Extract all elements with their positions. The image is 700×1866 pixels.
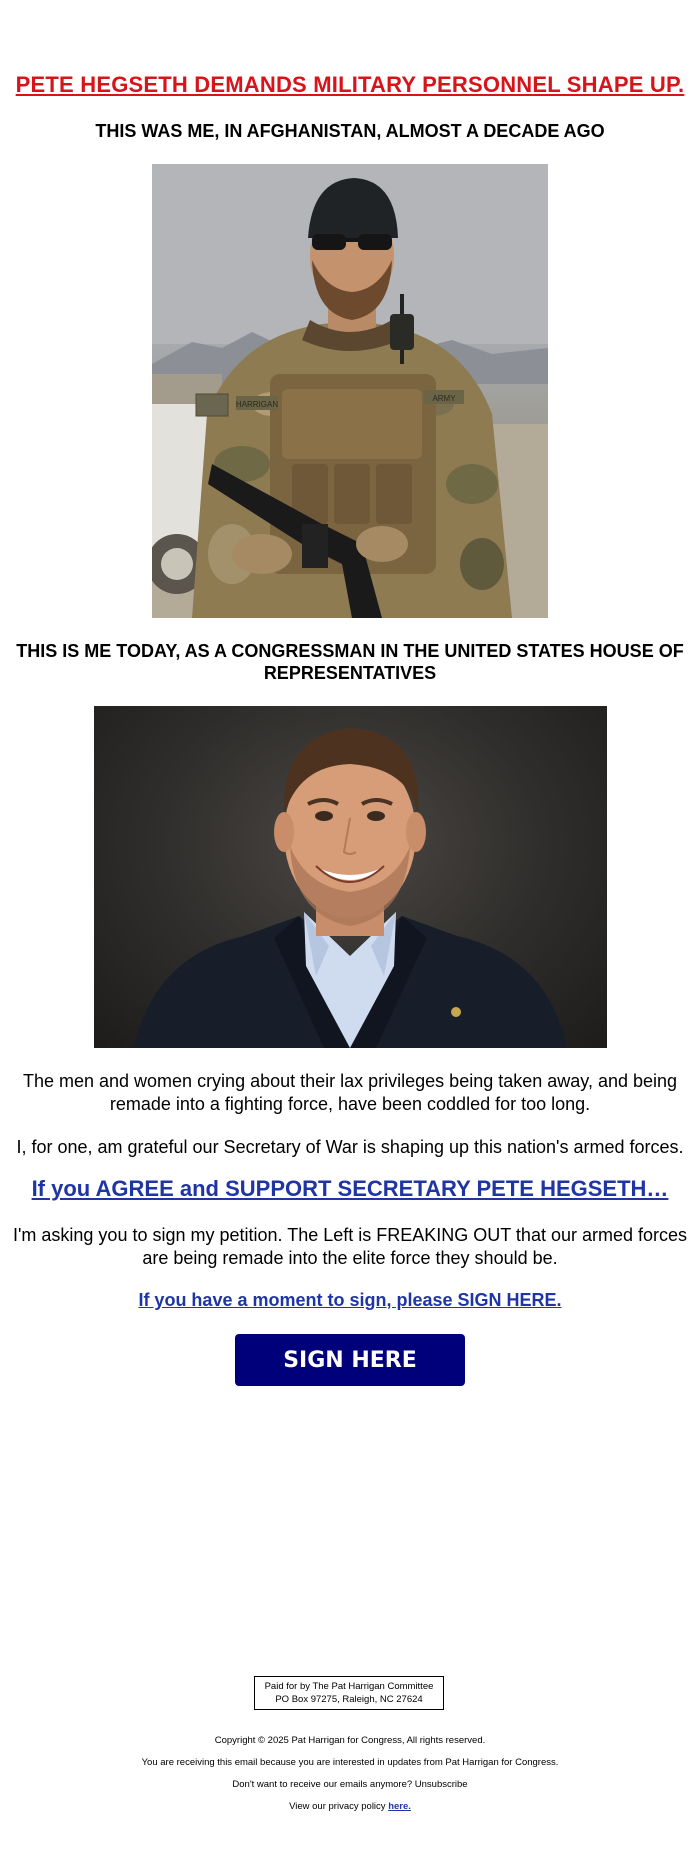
afghanistan-caption: THIS WAS ME, IN AFGHANISTAN, ALMOST A DECADE AGO [95, 121, 605, 141]
sign-here-button[interactable]: SIGN HERE [235, 1334, 465, 1386]
privacy-policy-link[interactable]: here. [388, 1801, 411, 1812]
paid-for-line-1: Paid for by The Pat Harrigan Committee [264, 1681, 434, 1692]
army-tape-text: ARMY [432, 394, 456, 403]
body-paragraph-2: I, for one, am grateful our Secretary of War is shaping up this nation's armed forces. [16, 1137, 684, 1157]
headline-link[interactable]: PETE HEGSETH DEMANDS MILITARY PERSONNEL SHAPE UP. [15, 72, 685, 97]
privacy-policy-text: View our privacy policy [289, 1801, 389, 1812]
congressman-caption: THIS IS ME TODAY, AS A CONGRESSMAN IN THE UNITED STATES HOUSE OF REPRESENTATIVES [16, 641, 684, 683]
body-paragraph-1: The men and women crying about their lax privileges being taken away, and being remade into a fighting force, have been coddled for too long. [22, 1071, 678, 1114]
paid-for-line-2: PO Box 97275, Raleigh, NC 27624 [275, 1694, 423, 1705]
body-paragraph-3: I'm asking you to sign my petition. The Left is FREAKING OUT that our armed forces are being remade into the elite force they should be. [12, 1225, 688, 1268]
receiving-reason-text: You are receiving this email because you are interested in updates from Pat Harrigan for Congress. [141, 1757, 559, 1768]
agree-support-link[interactable]: If you AGREE and SUPPORT SECRETARY PETE HEGSETH… [31, 1176, 669, 1201]
sign-petition-link[interactable]: If you have a moment to sign, please SIGN HERE. [138, 1290, 562, 1310]
name-tape-text: HARRIGAN [235, 400, 279, 409]
privacy-policy-line [0, 1801, 700, 1813]
paid-for-disclaimer [254, 1676, 444, 1710]
congressman-portrait-photo [94, 706, 607, 1048]
copyright-text: Copyright © 2025 Pat Harrigan for Congress, All rights reserved. [214, 1735, 486, 1746]
unsubscribe-link[interactable]: Don't want to receive our emails anymore? Unsubscribe [232, 1779, 468, 1790]
afghanistan-soldier-photo [152, 164, 548, 618]
